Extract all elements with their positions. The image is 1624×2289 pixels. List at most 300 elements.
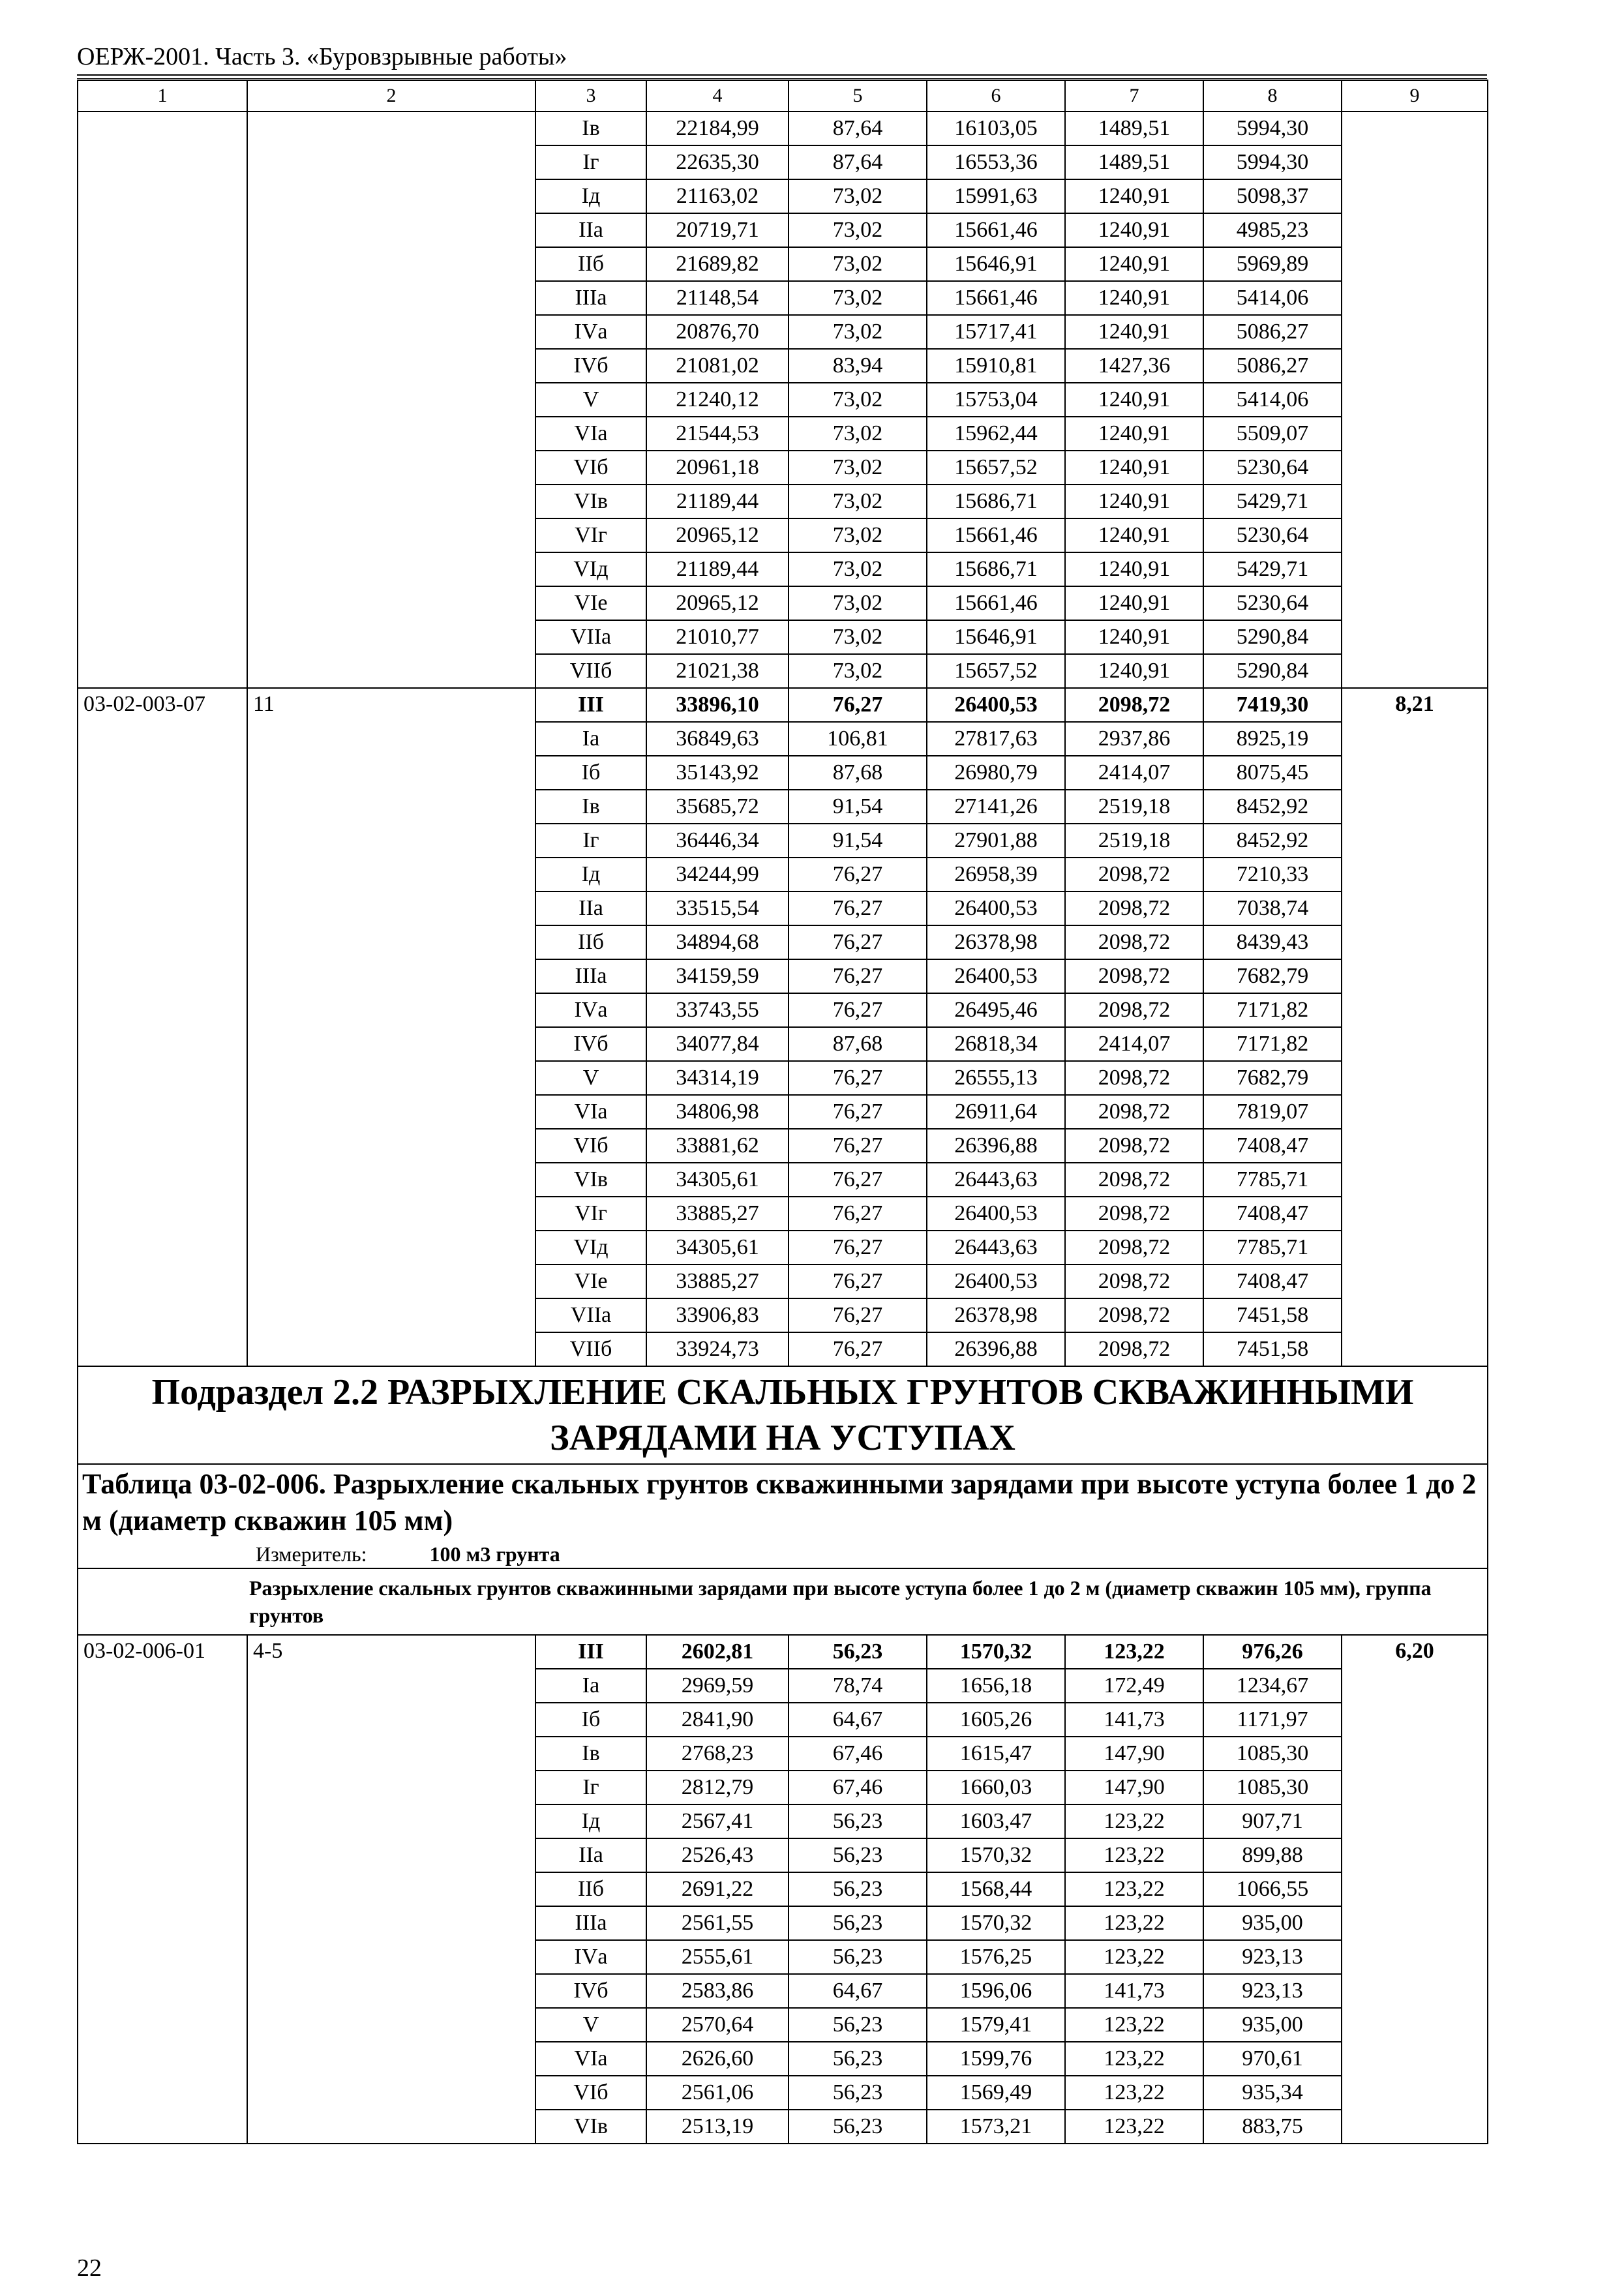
value-cell: 1656,18 — [927, 1669, 1065, 1703]
zone-cell: VIа — [535, 417, 646, 451]
value-cell: 73,02 — [789, 213, 927, 247]
value-cell: 7171,82 — [1203, 1027, 1342, 1061]
value-cell: 7210,33 — [1203, 858, 1342, 891]
value-cell: 123,22 — [1065, 2110, 1203, 2144]
value-cell: 1234,67 — [1203, 1669, 1342, 1703]
value-cell: 1579,41 — [927, 2008, 1065, 2042]
value-cell: 21240,12 — [646, 383, 789, 417]
value-cell: 2969,59 — [646, 1669, 789, 1703]
value-cell: 1240,91 — [1065, 315, 1203, 349]
zone-cell: V — [535, 2008, 646, 2042]
zone-cell: VIа — [535, 1095, 646, 1129]
zone-cell: IVа — [535, 315, 646, 349]
value-cell: 26400,53 — [927, 959, 1065, 993]
zone-cell: IIб — [535, 925, 646, 959]
value-cell: 2555,61 — [646, 1940, 789, 1974]
header-rule — [77, 74, 1487, 76]
subsection-title-row — [78, 1366, 1488, 1464]
value-cell: 1240,91 — [1065, 213, 1203, 247]
value-cell: 2098,72 — [1065, 1163, 1203, 1197]
value-cell: 970,61 — [1203, 2042, 1342, 2076]
zone-cell: IIIа — [535, 1906, 646, 1940]
value-cell: 7408,47 — [1203, 1264, 1342, 1298]
rate-code: 03-02-006-01 — [78, 1635, 247, 2144]
value-cell: 7682,79 — [1203, 1061, 1342, 1095]
value-cell: 34077,84 — [646, 1027, 789, 1061]
value-cell: 67,46 — [789, 1771, 927, 1804]
value-cell: 123,22 — [1065, 1906, 1203, 1940]
value-cell: 1240,91 — [1065, 179, 1203, 213]
value-cell: 7682,79 — [1203, 959, 1342, 993]
value-cell: 7419,30 — [1203, 688, 1342, 722]
zone-cell: Iд — [535, 858, 646, 891]
zone-cell: Iв — [535, 790, 646, 824]
value-cell: 56,23 — [789, 1838, 927, 1872]
value-cell: 34806,98 — [646, 1095, 789, 1129]
value-cell: 1489,51 — [1065, 145, 1203, 179]
value-cell: 8925,19 — [1203, 722, 1342, 756]
value-cell: 141,73 — [1065, 1974, 1203, 2008]
value-cell: 21021,38 — [646, 654, 789, 688]
value-cell: 21189,44 — [646, 552, 789, 586]
value-cell: 1240,91 — [1065, 620, 1203, 654]
value-cell: 1599,76 — [927, 2042, 1065, 2076]
zone-cell: IIб — [535, 1872, 646, 1906]
value-cell: 1085,30 — [1203, 1737, 1342, 1771]
value-cell: 2567,41 — [646, 1804, 789, 1838]
value-cell: 5969,89 — [1203, 247, 1342, 281]
value-cell: 1240,91 — [1065, 518, 1203, 552]
value-cell: 2098,72 — [1065, 1298, 1203, 1332]
value-cell: 34305,61 — [646, 1231, 789, 1264]
value-cell: 76,27 — [789, 959, 927, 993]
value-cell: 27901,88 — [927, 824, 1065, 858]
meter-row — [78, 1540, 1488, 1568]
rate-spec: 11 — [247, 688, 535, 1366]
value-cell: 2626,60 — [646, 2042, 789, 2076]
value-cell: 2768,23 — [646, 1737, 789, 1771]
value-cell: 34314,19 — [646, 1061, 789, 1095]
value-cell: 56,23 — [789, 2008, 927, 2042]
value-cell: 7038,74 — [1203, 891, 1342, 925]
column-number: 5 — [789, 80, 927, 112]
value-cell: 1603,47 — [927, 1804, 1065, 1838]
zone-cell: VIг — [535, 1197, 646, 1231]
value-cell: 26495,46 — [927, 993, 1065, 1027]
value-cell: 21010,77 — [646, 620, 789, 654]
zone-cell: VIд — [535, 1231, 646, 1264]
value-cell: 26378,98 — [927, 925, 1065, 959]
zone-cell: VIв — [535, 485, 646, 518]
value-cell: 2519,18 — [1065, 824, 1203, 858]
value-cell: 26400,53 — [927, 688, 1065, 722]
zone-cell: IVб — [535, 349, 646, 383]
value-cell: 76,27 — [789, 1332, 927, 1366]
value-cell: 26443,63 — [927, 1231, 1065, 1264]
zone-cell: VIб — [535, 1129, 646, 1163]
value-cell: 5230,64 — [1203, 451, 1342, 485]
value-cell: 87,68 — [789, 756, 927, 790]
value-cell: 5290,84 — [1203, 654, 1342, 688]
value-cell: 15661,46 — [927, 213, 1065, 247]
value-cell: 1573,21 — [927, 2110, 1065, 2144]
value-cell: 16553,36 — [927, 145, 1065, 179]
value-cell: 87,64 — [789, 145, 927, 179]
value-cell: 2513,19 — [646, 2110, 789, 2144]
column-number: 2 — [247, 80, 535, 112]
value-cell: 56,23 — [789, 2042, 927, 2076]
value-cell: 91,54 — [789, 824, 927, 858]
value-cell: 26396,88 — [927, 1129, 1065, 1163]
value-cell: 2098,72 — [1065, 891, 1203, 925]
group-title: Разрыхление скальных грунтов скважинными зарядами при высоте уступа более 1 до 2 м (диаметр скважин 105 мм), группа грунтов — [78, 1568, 1488, 1635]
value-cell: 2570,64 — [646, 2008, 789, 2042]
value-cell: 5994,30 — [1203, 145, 1342, 179]
value-cell: 1568,44 — [927, 1872, 1065, 1906]
value-cell: 26400,53 — [927, 1197, 1065, 1231]
value-cell: 123,22 — [1065, 1940, 1203, 1974]
value-cell: 8452,92 — [1203, 790, 1342, 824]
value-cell: 73,02 — [789, 417, 927, 451]
value-cell: 21689,82 — [646, 247, 789, 281]
value-cell: 73,02 — [789, 654, 927, 688]
value-cell: 15657,52 — [927, 654, 1065, 688]
value-cell: 907,71 — [1203, 1804, 1342, 1838]
value-cell: 5230,64 — [1203, 586, 1342, 620]
table-row — [78, 112, 1488, 145]
zone-cell: VIв — [535, 2110, 646, 2144]
value-cell: 26378,98 — [927, 1298, 1065, 1332]
value-cell: 2098,72 — [1065, 959, 1203, 993]
rate-code-cell — [78, 112, 247, 688]
value-cell: 8452,92 — [1203, 824, 1342, 858]
zone-cell: IIIа — [535, 959, 646, 993]
zone-cell: V — [535, 1061, 646, 1095]
value-cell: 73,02 — [789, 620, 927, 654]
value-cell: 935,34 — [1203, 2076, 1342, 2110]
value-cell: 15991,63 — [927, 179, 1065, 213]
zone-cell: Iб — [535, 756, 646, 790]
value-cell: 33743,55 — [646, 993, 789, 1027]
zone-cell: Iб — [535, 1703, 646, 1737]
value-cell: 1171,97 — [1203, 1703, 1342, 1737]
value-cell: 15657,52 — [927, 451, 1065, 485]
value-cell: 20719,71 — [646, 213, 789, 247]
value-cell: 2561,55 — [646, 1906, 789, 1940]
value-cell: 56,23 — [789, 1635, 927, 1669]
column-number: 8 — [1203, 80, 1342, 112]
value-cell: 1570,32 — [927, 1906, 1065, 1940]
zone-cell: VIа — [535, 2042, 646, 2076]
value-cell: 2098,72 — [1065, 1231, 1203, 1264]
value-cell: 26400,53 — [927, 1264, 1065, 1298]
rate-spec-cell — [247, 112, 535, 688]
zone-cell: V — [535, 383, 646, 417]
value-cell: 2098,72 — [1065, 993, 1203, 1027]
value-cell: 27141,26 — [927, 790, 1065, 824]
value-cell: 26980,79 — [927, 756, 1065, 790]
subsection-title: Подраздел 2.2 РАЗРЫХЛЕНИЕ СКАЛЬНЫХ ГРУНТОВ СКВАЖИННЫМИ ЗАРЯДАМИ НА УСТУПАХ — [78, 1366, 1488, 1464]
value-cell: 76,27 — [789, 1298, 927, 1332]
value-cell: 21544,53 — [646, 417, 789, 451]
value-cell: 73,02 — [789, 247, 927, 281]
value-cell: 7451,58 — [1203, 1332, 1342, 1366]
zone-cell: Iд — [535, 1804, 646, 1838]
value-cell: 2098,72 — [1065, 1095, 1203, 1129]
value-cell: 22635,30 — [646, 145, 789, 179]
value-cell: 141,73 — [1065, 1703, 1203, 1737]
value-cell: 73,02 — [789, 315, 927, 349]
zone-cell: Iв — [535, 1737, 646, 1771]
value-cell: 106,81 — [789, 722, 927, 756]
value-cell: 56,23 — [789, 2110, 927, 2144]
column-number: 6 — [927, 80, 1065, 112]
value-cell: 56,23 — [789, 1906, 927, 1940]
value-cell: 76,27 — [789, 891, 927, 925]
value-cell: 2098,72 — [1065, 688, 1203, 722]
value-cell: 899,88 — [1203, 1838, 1342, 1872]
value-cell: 15646,91 — [927, 247, 1065, 281]
value-cell: 1240,91 — [1065, 247, 1203, 281]
value-cell: 7408,47 — [1203, 1197, 1342, 1231]
value-cell: 35685,72 — [646, 790, 789, 824]
value-cell: 7785,71 — [1203, 1231, 1342, 1264]
meter — [78, 1540, 1488, 1568]
value-cell: 15661,46 — [927, 281, 1065, 315]
column-number-row — [78, 80, 1488, 112]
zone-cell: Iа — [535, 1669, 646, 1703]
meter-label: Измеритель: — [256, 1542, 367, 1566]
zone-cell: VIд — [535, 552, 646, 586]
value-cell: 76,27 — [789, 1095, 927, 1129]
value-cell: 56,23 — [789, 2076, 927, 2110]
value-cell: 91,54 — [789, 790, 927, 824]
value-cell: 26400,53 — [927, 891, 1065, 925]
value-cell: 73,02 — [789, 485, 927, 518]
price-table-body — [78, 80, 1488, 2144]
value-cell: 76,27 — [789, 1163, 927, 1197]
value-cell: 935,00 — [1203, 1906, 1342, 1940]
zone-cell: VIIб — [535, 1332, 646, 1366]
value-cell: 33885,27 — [646, 1264, 789, 1298]
value-cell: 73,02 — [789, 383, 927, 417]
value-cell: 7171,82 — [1203, 993, 1342, 1027]
value-cell: 123,22 — [1065, 2008, 1203, 2042]
value-cell: 2098,72 — [1065, 1332, 1203, 1366]
value-cell: 33515,54 — [646, 891, 789, 925]
table-title: Таблица 03-02-006. Разрыхление скальных грунтов скважинными зарядами при высоте уступа более 1 до 2 м (диаметр скважин 105 мм) — [78, 1464, 1488, 1540]
zone-cell: VIIа — [535, 620, 646, 654]
zone-cell: Iа — [535, 722, 646, 756]
value-cell: 1240,91 — [1065, 281, 1203, 315]
zone-cell: VIе — [535, 1264, 646, 1298]
value-cell: 5098,37 — [1203, 179, 1342, 213]
value-cell: 56,23 — [789, 1940, 927, 1974]
zone-cell: IIIа — [535, 281, 646, 315]
value-cell: 26911,64 — [927, 1095, 1065, 1129]
value-cell: 123,22 — [1065, 1804, 1203, 1838]
value-cell: 5429,71 — [1203, 485, 1342, 518]
value-cell: 2937,86 — [1065, 722, 1203, 756]
value-cell: 172,49 — [1065, 1669, 1203, 1703]
page-number: 22 — [77, 2254, 102, 2282]
value-cell: 7785,71 — [1203, 1163, 1342, 1197]
value-cell: 36446,34 — [646, 824, 789, 858]
value-cell: 2812,79 — [646, 1771, 789, 1804]
value-cell: 976,26 — [1203, 1635, 1342, 1669]
value-cell: 73,02 — [789, 451, 927, 485]
value-cell: 1240,91 — [1065, 485, 1203, 518]
zone-cell: IVа — [535, 993, 646, 1027]
table-title-row — [78, 1464, 1488, 1540]
zone-cell: Iг — [535, 824, 646, 858]
value-cell: 1605,26 — [927, 1703, 1065, 1737]
value-cell: 15717,41 — [927, 315, 1065, 349]
value-cell: 1576,25 — [927, 1940, 1065, 1974]
value-cell: 2602,81 — [646, 1635, 789, 1669]
value-cell: 73,02 — [789, 552, 927, 586]
zone-cell: VIIб — [535, 654, 646, 688]
coefficient-cell: 8,21 — [1342, 688, 1488, 1366]
value-cell: 123,22 — [1065, 1635, 1203, 1669]
value-cell: 2098,72 — [1065, 925, 1203, 959]
value-cell: 76,27 — [789, 858, 927, 891]
value-cell: 34159,59 — [646, 959, 789, 993]
value-cell: 2414,07 — [1065, 1027, 1203, 1061]
value-cell: 35143,92 — [646, 756, 789, 790]
column-number: 7 — [1065, 80, 1203, 112]
value-cell: 8075,45 — [1203, 756, 1342, 790]
zone-cell: IIб — [535, 247, 646, 281]
value-cell: 15686,71 — [927, 552, 1065, 586]
value-cell: 2526,43 — [646, 1838, 789, 1872]
value-cell: 2098,72 — [1065, 1061, 1203, 1095]
running-header: ОЕРЖ-2001. Часть 3. «Буровзрывные работы» — [77, 43, 567, 70]
value-cell: 15962,44 — [927, 417, 1065, 451]
value-cell: 33881,62 — [646, 1129, 789, 1163]
value-cell: 15661,46 — [927, 586, 1065, 620]
value-cell: 1240,91 — [1065, 417, 1203, 451]
value-cell: 923,13 — [1203, 1940, 1342, 1974]
zone-cell: VIв — [535, 1163, 646, 1197]
value-cell: 2841,90 — [646, 1703, 789, 1737]
value-cell: 935,00 — [1203, 2008, 1342, 2042]
zone-cell: VIе — [535, 586, 646, 620]
value-cell: 76,27 — [789, 688, 927, 722]
value-cell: 73,02 — [789, 281, 927, 315]
value-cell: 34305,61 — [646, 1163, 789, 1197]
value-cell: 7819,07 — [1203, 1095, 1342, 1129]
value-cell: 147,90 — [1065, 1771, 1203, 1804]
zone-cell: III — [535, 1635, 646, 1669]
value-cell: 1615,47 — [927, 1737, 1065, 1771]
value-cell: 26818,34 — [927, 1027, 1065, 1061]
value-cell: 5290,84 — [1203, 620, 1342, 654]
table-row — [78, 1635, 1488, 1669]
value-cell: 76,27 — [789, 925, 927, 959]
value-cell: 5086,27 — [1203, 315, 1342, 349]
zone-cell: III — [535, 688, 646, 722]
value-cell: 56,23 — [789, 1872, 927, 1906]
column-number: 9 — [1342, 80, 1488, 112]
zone-cell: VIб — [535, 451, 646, 485]
zone-cell: Iв — [535, 112, 646, 145]
value-cell: 64,67 — [789, 1974, 927, 2008]
value-cell: 64,67 — [789, 1703, 927, 1737]
column-number: 4 — [646, 80, 789, 112]
value-cell: 15753,04 — [927, 383, 1065, 417]
column-number: 1 — [78, 80, 247, 112]
zone-cell: Iг — [535, 1771, 646, 1804]
value-cell: 147,90 — [1065, 1737, 1203, 1771]
value-cell: 76,27 — [789, 1129, 927, 1163]
value-cell: 2414,07 — [1065, 756, 1203, 790]
value-cell: 2583,86 — [646, 1974, 789, 2008]
value-cell: 20965,12 — [646, 518, 789, 552]
value-cell: 1660,03 — [927, 1771, 1065, 1804]
value-cell: 5086,27 — [1203, 349, 1342, 383]
zone-cell: IIа — [535, 891, 646, 925]
value-cell: 8439,43 — [1203, 925, 1342, 959]
value-cell: 83,94 — [789, 349, 927, 383]
value-cell: 33885,27 — [646, 1197, 789, 1231]
rate-code: 03-02-003-07 — [78, 688, 247, 1366]
value-cell: 26396,88 — [927, 1332, 1065, 1366]
value-cell: 1240,91 — [1065, 654, 1203, 688]
value-cell: 21189,44 — [646, 485, 789, 518]
rate-spec: 4-5 — [247, 1635, 535, 2144]
zone-cell: VIб — [535, 2076, 646, 2110]
value-cell: 1240,91 — [1065, 451, 1203, 485]
value-cell: 21148,54 — [646, 281, 789, 315]
value-cell: 76,27 — [789, 1197, 927, 1231]
zone-cell: VIг — [535, 518, 646, 552]
value-cell: 78,74 — [789, 1669, 927, 1703]
price-table — [77, 80, 1488, 2144]
value-cell: 15646,91 — [927, 620, 1065, 654]
value-cell: 33896,10 — [646, 688, 789, 722]
value-cell: 923,13 — [1203, 1974, 1342, 2008]
value-cell: 123,22 — [1065, 1838, 1203, 1872]
value-cell: 1240,91 — [1065, 552, 1203, 586]
value-cell: 76,27 — [789, 1231, 927, 1264]
value-cell: 1085,30 — [1203, 1771, 1342, 1804]
value-cell: 2098,72 — [1065, 1197, 1203, 1231]
value-cell: 76,27 — [789, 1061, 927, 1095]
value-cell: 21081,02 — [646, 349, 789, 383]
value-cell: 7451,58 — [1203, 1298, 1342, 1332]
value-cell: 1570,32 — [927, 1635, 1065, 1669]
value-cell: 2691,22 — [646, 1872, 789, 1906]
value-cell: 1569,49 — [927, 2076, 1065, 2110]
value-cell: 20965,12 — [646, 586, 789, 620]
header-rule-thin — [77, 78, 1487, 79]
column-number: 3 — [535, 80, 646, 112]
value-cell: 2561,06 — [646, 2076, 789, 2110]
value-cell: 5509,07 — [1203, 417, 1342, 451]
value-cell: 22184,99 — [646, 112, 789, 145]
value-cell: 1489,51 — [1065, 112, 1203, 145]
value-cell: 4985,23 — [1203, 213, 1342, 247]
value-cell: 20876,70 — [646, 315, 789, 349]
coefficient-blank-cell — [1342, 112, 1488, 688]
value-cell: 2098,72 — [1065, 1129, 1203, 1163]
value-cell: 16103,05 — [927, 112, 1065, 145]
coefficient-cell: 6,20 — [1342, 1635, 1488, 2144]
value-cell: 2098,72 — [1065, 858, 1203, 891]
value-cell: 883,75 — [1203, 2110, 1342, 2144]
value-cell: 26958,39 — [927, 858, 1065, 891]
